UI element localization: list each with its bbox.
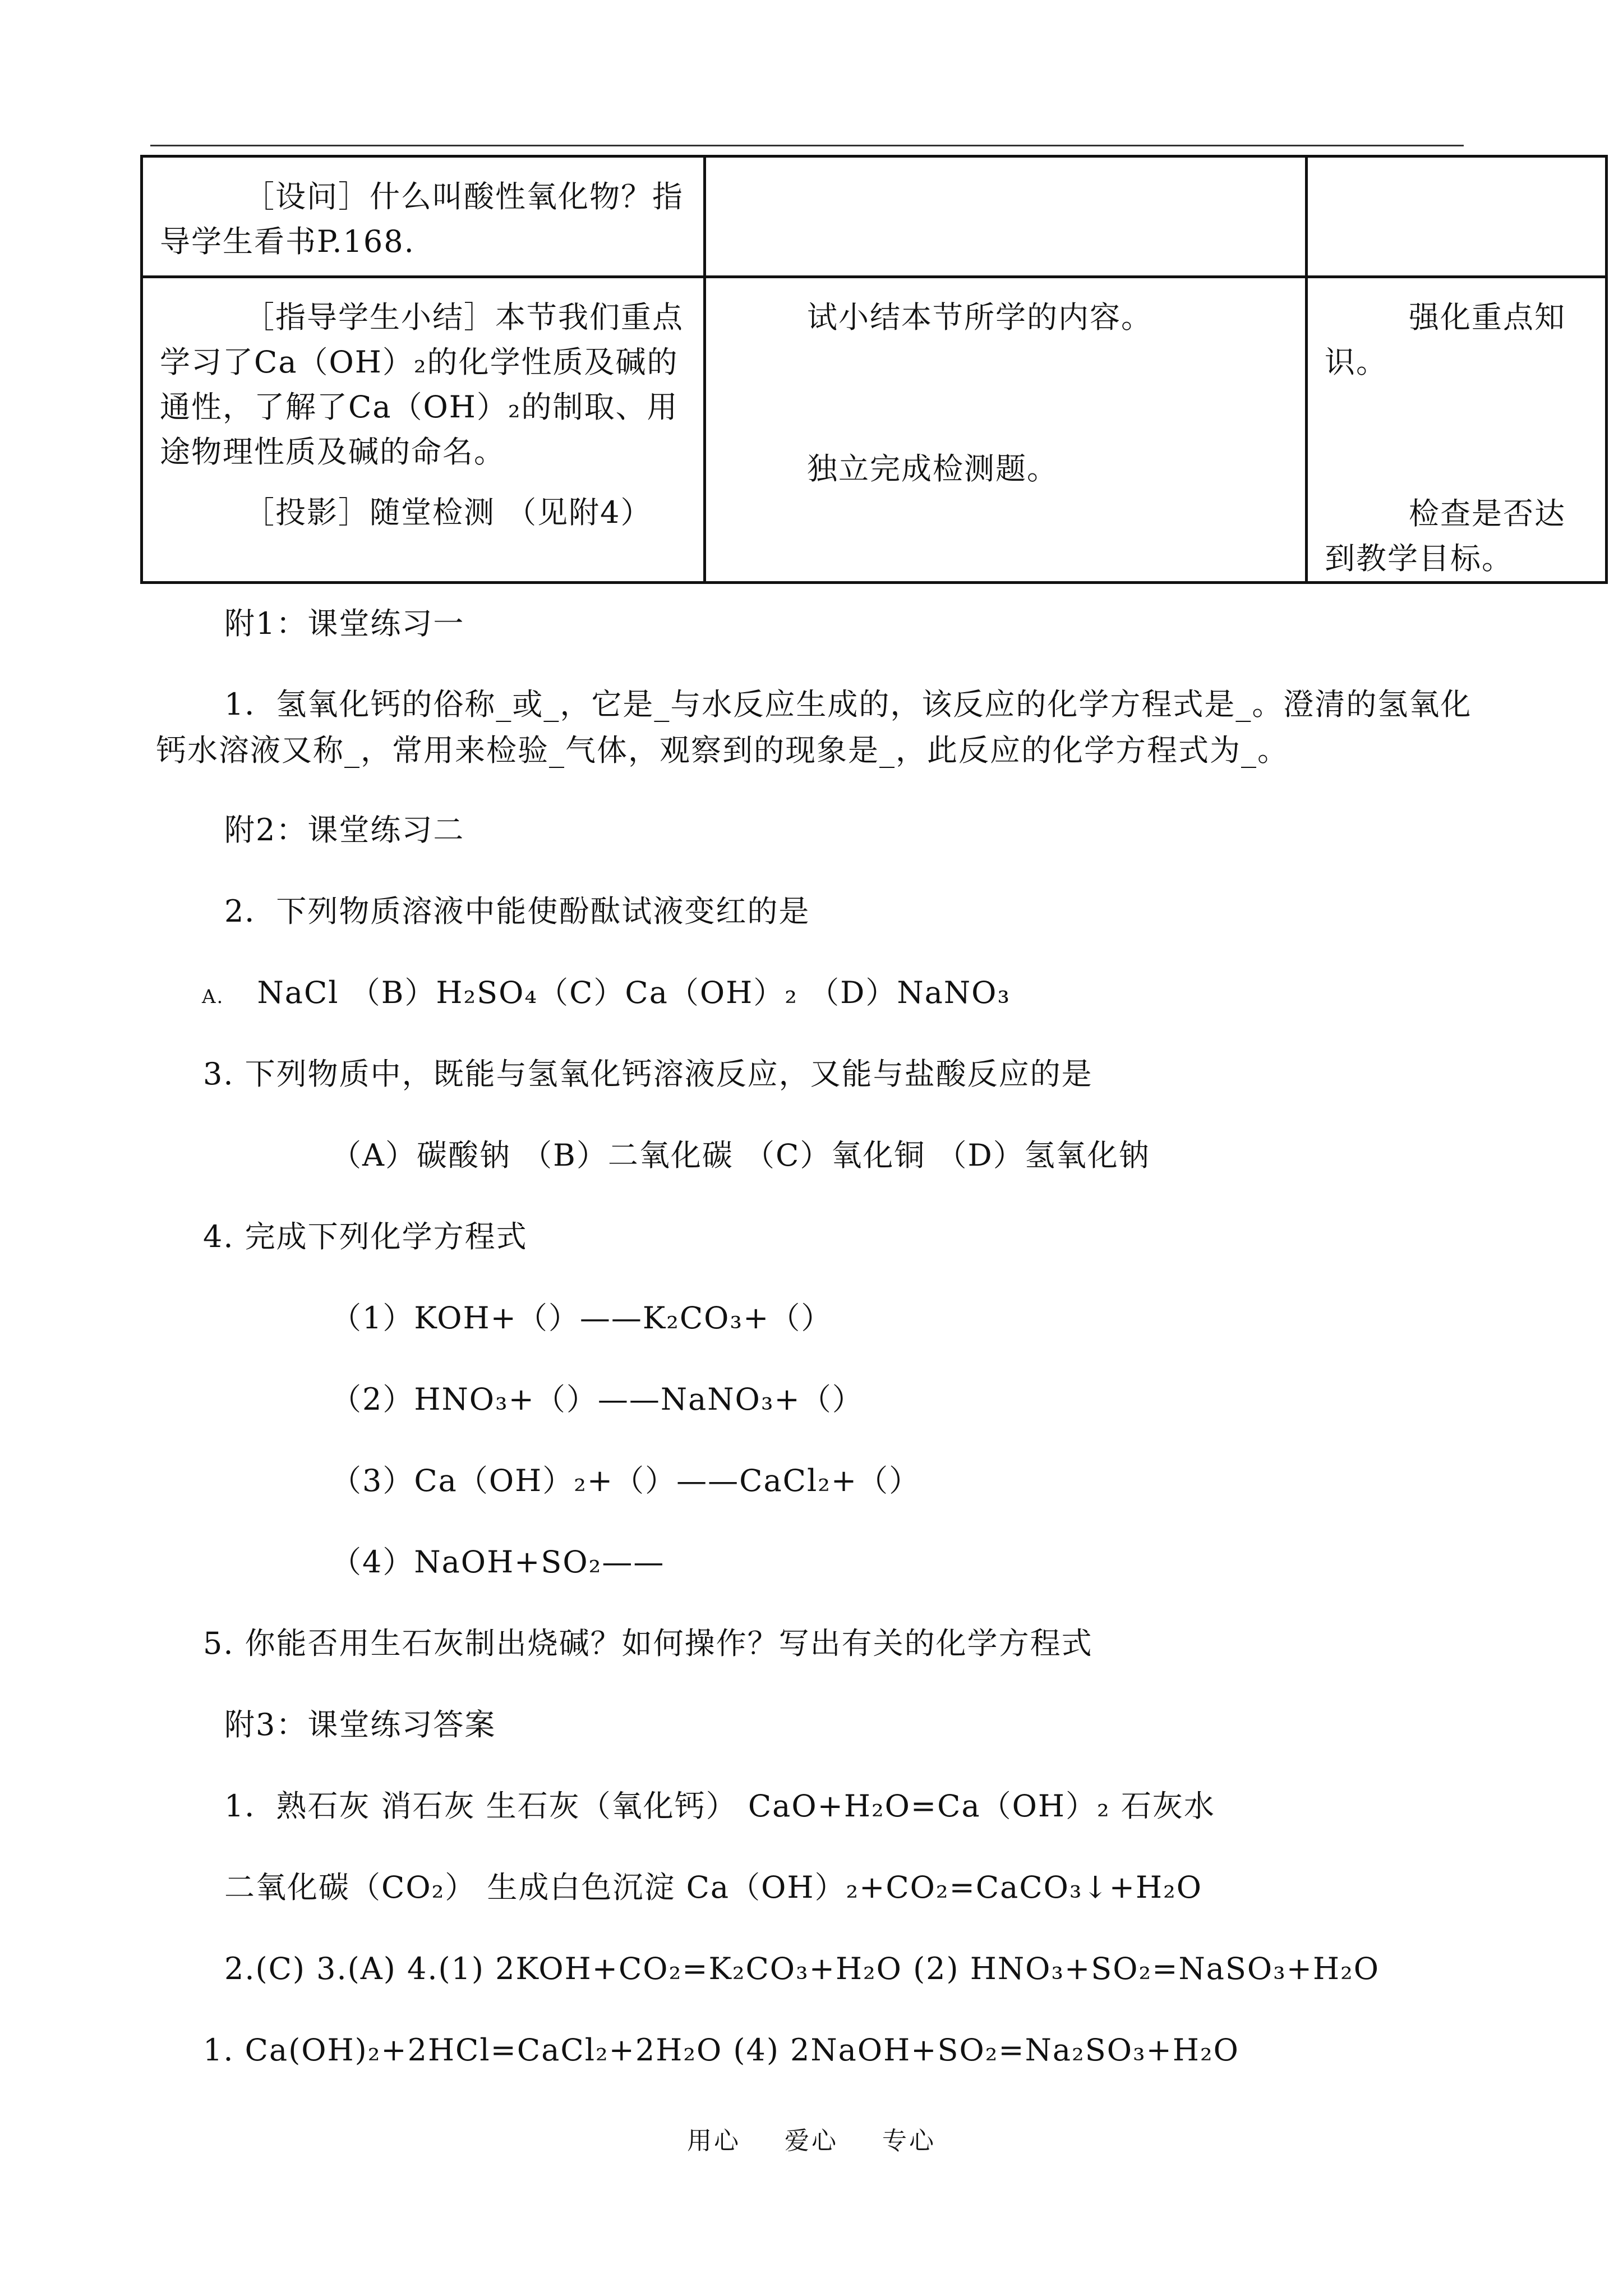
answer-1-line1: 1．熟石灰 消石灰 生石灰（氧化钙） CaO+H₂O=Ca（OH）₂ 石灰水: [224, 1788, 1215, 1824]
table-row: [142, 157, 1607, 277]
teacher-activity-cell: [142, 157, 705, 277]
question-5: 5. 你能否用生石灰制出烧碱？如何操作？写出有关的化学方程式: [203, 1626, 1093, 1661]
teacher-summary-text: ［指导学生小结］本节我们重点学习了Ca（OH）₂的化学性质及碱的通性，了解了Ca（OH）₂的制取、用途物理性质及碱的命名。: [160, 300, 684, 470]
page-footer: 用心 爱心 专心: [687, 2127, 936, 2155]
purpose-cell: [1307, 277, 1607, 583]
student-test-text: 独立完成检测题。: [807, 451, 1058, 486]
teacher-activity-cell: [142, 277, 705, 583]
question-2-choices: NaCl （B）H₂SO₄（C）Ca（OH）₂ （D）NaNO₃: [257, 975, 1011, 1010]
student-activity-cell: [705, 277, 1307, 583]
table-row: [142, 277, 1607, 583]
student-activity-cell: [705, 157, 1307, 277]
teacher-projection-text: ［投影］随堂检测 （见附4）: [244, 495, 652, 530]
purpose-summary-text: 强化重点知识。: [1325, 300, 1566, 380]
equation-2: （2）HNO₃+（）——NaNO₃+（）: [331, 1382, 864, 1417]
equation-3: （3）Ca（OH）₂+（）——CaCl₂+（）: [331, 1463, 921, 1498]
appendix1-heading: 附1：课堂练习一: [224, 606, 465, 641]
question-3: 3. 下列物质中，既能与氢氧化钙溶液反应，又能与盐酸反应的是: [203, 1056, 1093, 1092]
answer-1-line2: 二氧化碳（CO₂） 生成白色沉淀 Ca（OH）₂+CO₂=CaCO₃↓+H₂O: [224, 1870, 1203, 1905]
lesson-table: [140, 155, 1608, 584]
option-a-marker: A.: [202, 986, 224, 1008]
question-2: 2．下列物质溶液中能使酚酞试液变红的是: [224, 894, 810, 929]
question-4: 4. 完成下列化学方程式: [203, 1219, 528, 1254]
appendix2-heading: 附2：课堂练习二: [224, 812, 465, 848]
student-summary-text: 试小结本节所学的内容。: [807, 300, 1152, 335]
question-2-options: [202, 970, 1011, 1019]
equation-1: （1）KOH+（）——K₂CO₃+（）: [331, 1300, 833, 1336]
header-rule: [150, 145, 1464, 146]
question-1: 1．氢氧化钙的俗称_或_，它是_与水反应生成的，该反应的化学方程式是_。澄清的氢氧化钙水溶液又称_，常用来检验_气体，观察到的现象是_，此反应的化学方程式为_。: [156, 687, 1472, 768]
answer-2-4: 2.(C) 3.(A) 4.(1) 2KOH+CO₂=K₂CO₃+H₂O (2) HNO₃+SO₂=NaSO₃+H₂O: [224, 1951, 1380, 1986]
appendix3-heading: 附3：课堂练习答案: [224, 1707, 496, 1742]
question-3-options: （A）碳酸钠 （B）二氧化碳 （C）氧化铜 （D）氢氧化钠: [331, 1138, 1150, 1173]
equation-4: （4）NaOH+SO₂——: [331, 1544, 665, 1580]
teacher-question-text: ［设问］什么叫酸性氧化物？指导学生看书P.168.: [160, 179, 684, 259]
purpose-cell: [1307, 157, 1607, 277]
answer-4-cont: 1. Ca(OH)₂+2HCl=CaCl₂+2H₂O (4) 2NaOH+SO₂=Na₂SO₃+H₂O: [203, 2032, 1239, 2068]
purpose-test-text: 检查是否达到教学目标。: [1325, 496, 1566, 576]
